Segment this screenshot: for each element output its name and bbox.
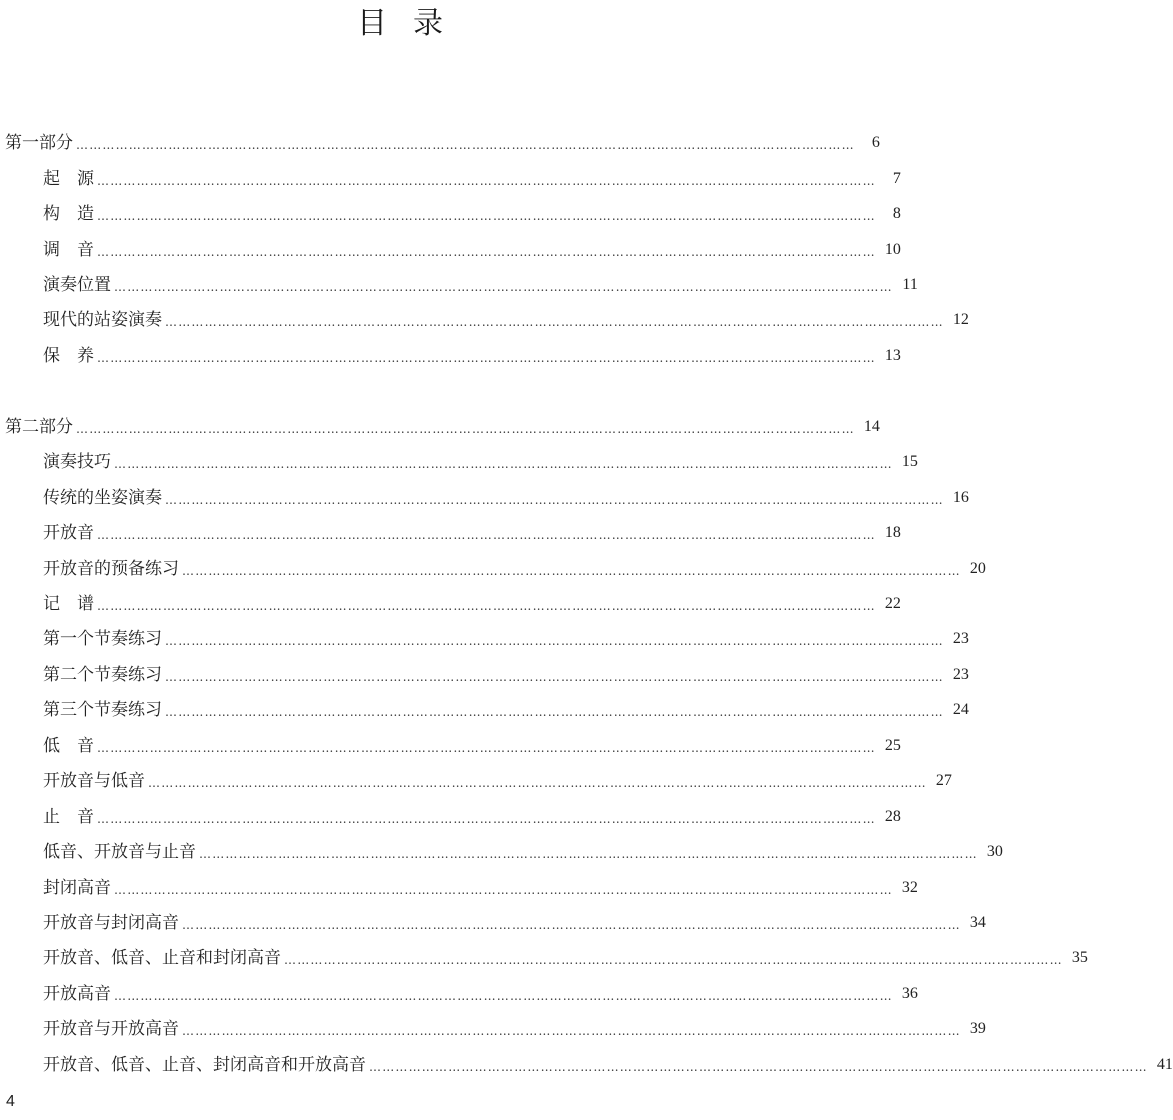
toc-entry[interactable] <box>43 237 901 261</box>
toc-entry-label: 开放音 <box>43 523 94 543</box>
toc-page-number: 36 <box>901 985 918 1002</box>
toc-page-number: 41 <box>1156 1056 1173 1073</box>
toc-dot-leader: …………………………………………………………………………………………………………………………………………………………… <box>182 564 961 578</box>
toc-dot-leader: …………………………………………………………………………………………………………………………………………………………… <box>165 315 944 329</box>
toc-entry[interactable] <box>43 768 952 792</box>
toc-entry-label: 开放音、低音、止音和封闭高音 <box>43 948 281 968</box>
toc-entry[interactable] <box>43 201 901 225</box>
toc-entry-label: 调 音 <box>43 240 94 260</box>
toc-entry-label: 演奏位置 <box>43 275 111 295</box>
toc-entry[interactable] <box>43 1052 1173 1076</box>
toc-page-number: 24 <box>952 701 969 718</box>
toc-entry-label: 第二部分 <box>5 417 73 437</box>
toc-page-number: 7 <box>892 170 901 187</box>
toc-dot-leader: …………………………………………………………………………………………………………………………………………………………… <box>114 883 893 897</box>
toc-entry[interactable] <box>43 697 969 721</box>
toc-dot-leader: …………………………………………………………………………………………………………………………………………………………… <box>165 493 944 507</box>
toc-page-number: 25 <box>884 737 901 754</box>
toc-entry[interactable] <box>43 875 918 899</box>
toc-page-number: 23 <box>952 666 969 683</box>
toc-entry-label: 第一个节奏练习 <box>43 629 162 649</box>
toc-entry[interactable] <box>43 520 901 544</box>
toc-page-number: 20 <box>969 560 986 577</box>
toc-dot-leader: …………………………………………………………………………………………………………………………………………………………… <box>165 634 944 648</box>
toc-dot-leader: …………………………………………………………………………………………………………………………………………………………… <box>182 1024 961 1038</box>
toc-entry-label: 起 源 <box>43 169 94 189</box>
toc-entry[interactable] <box>43 449 918 473</box>
toc-page-number: 30 <box>986 843 1003 860</box>
toc-entry[interactable] <box>43 626 969 650</box>
toc-dot-leader: …………………………………………………………………………………………………………………………………………………………… <box>76 138 855 152</box>
toc-page-number: 23 <box>952 630 969 647</box>
toc-page-number: 12 <box>952 311 969 328</box>
toc-entry[interactable] <box>43 307 969 331</box>
toc-entry-label: 第一部分 <box>5 133 73 153</box>
toc-entry-label: 低 音 <box>43 736 94 756</box>
toc-dot-leader: …………………………………………………………………………………………………………………………………………………………… <box>165 705 944 719</box>
toc-entry-label: 止 音 <box>43 807 94 827</box>
toc-entry[interactable] <box>43 1016 986 1040</box>
toc-page-number: 6 <box>871 134 880 151</box>
toc-dot-leader: …………………………………………………………………………………………………………………………………………………………… <box>284 953 1063 967</box>
toc-page-number: 22 <box>884 595 901 612</box>
toc-page-number: 11 <box>902 276 918 293</box>
toc-page-number: 18 <box>884 524 901 541</box>
toc-entry[interactable] <box>43 556 986 580</box>
toc-entry[interactable] <box>43 910 986 934</box>
toc-dot-leader: …………………………………………………………………………………………………………………………………………………………… <box>369 1060 1148 1074</box>
toc-entry-label: 开放音的预备练习 <box>43 559 179 579</box>
toc-dot-leader: …………………………………………………………………………………………………………………………………………………………… <box>114 280 893 294</box>
toc-dot-leader: …………………………………………………………………………………………………………………………………………………………… <box>114 989 893 1003</box>
toc-entry-label: 开放音、低音、止音、封闭高音和开放高音 <box>43 1055 366 1075</box>
toc-part-2-heading[interactable] <box>5 414 880 438</box>
toc-entry-label: 开放音与开放高音 <box>43 1019 179 1039</box>
toc-dot-leader: …………………………………………………………………………………………………………………………………………………………… <box>182 918 961 932</box>
toc-dot-leader: …………………………………………………………………………………………………………………………………………………………… <box>97 174 876 188</box>
toc-page-number: 27 <box>935 772 952 789</box>
toc-dot-leader: …………………………………………………………………………………………………………………………………………………………… <box>97 245 876 259</box>
toc-page-number: 39 <box>969 1020 986 1037</box>
toc-entry-label: 记 谱 <box>43 594 94 614</box>
toc-dot-leader: …………………………………………………………………………………………………………………………………………………………… <box>165 670 944 684</box>
toc-page-number: 10 <box>884 241 901 258</box>
toc-dot-leader: …………………………………………………………………………………………………………………………………………………………… <box>97 599 876 613</box>
toc-entry[interactable] <box>43 272 918 296</box>
footer-page-number: 4 <box>6 1093 15 1110</box>
toc-entry[interactable] <box>43 662 969 686</box>
toc-entry-label: 传统的坐姿演奏 <box>43 488 162 508</box>
toc-entry-label: 封闭高音 <box>43 878 111 898</box>
toc-page-number: 32 <box>901 879 918 896</box>
toc-entry[interactable] <box>43 733 901 757</box>
toc-entry-label: 现代的站姿演奏 <box>43 310 162 330</box>
toc-entry[interactable] <box>43 166 901 190</box>
toc-entry[interactable] <box>43 804 901 828</box>
toc-entry-label: 开放音与封闭高音 <box>43 913 179 933</box>
toc-page-number: 34 <box>969 914 986 931</box>
toc-entry-label: 第二个节奏练习 <box>43 665 162 685</box>
toc-dot-leader: …………………………………………………………………………………………………………………………………………………………… <box>97 741 876 755</box>
toc-entry[interactable] <box>43 945 1088 969</box>
toc-entry-label: 开放高音 <box>43 984 111 1004</box>
toc-entry-label: 第三个节奏练习 <box>43 700 162 720</box>
toc-entry-label: 保 养 <box>43 346 94 366</box>
toc-entry-label: 演奏技巧 <box>43 452 111 472</box>
toc-entry-label: 开放音与低音 <box>43 771 145 791</box>
toc-page-number: 35 <box>1071 949 1088 966</box>
toc-dot-leader: …………………………………………………………………………………………………………………………………………………………… <box>199 847 978 861</box>
toc-page-number: 15 <box>901 453 918 470</box>
toc-dot-leader: …………………………………………………………………………………………………………………………………………………………… <box>97 812 876 826</box>
page-title: 目录 <box>357 6 469 41</box>
toc-part-1-heading[interactable] <box>5 130 880 154</box>
toc-entry[interactable] <box>43 343 901 367</box>
toc-dot-leader: …………………………………………………………………………………………………………………………………………………………… <box>114 457 893 471</box>
toc-dot-leader: …………………………………………………………………………………………………………………………………………………………… <box>97 351 876 365</box>
toc-page-number: 14 <box>863 418 880 435</box>
toc-dot-leader: …………………………………………………………………………………………………………………………………………………………… <box>97 528 876 542</box>
toc-page-number: 28 <box>884 808 901 825</box>
toc-entry-label: 低音、开放音与止音 <box>43 842 196 862</box>
toc-page-number: 8 <box>892 205 901 222</box>
toc-page-number: 16 <box>952 489 969 506</box>
toc-entry-label: 构 造 <box>43 204 94 224</box>
toc-page-number: 13 <box>884 347 901 364</box>
toc-entry[interactable] <box>43 981 918 1005</box>
toc-dot-leader: …………………………………………………………………………………………………………………………………………………………… <box>97 209 876 223</box>
toc-entry[interactable] <box>43 591 901 615</box>
toc-dot-leader: …………………………………………………………………………………………………………………………………………………………… <box>148 776 927 790</box>
toc-entry[interactable] <box>43 485 969 509</box>
toc-entry[interactable] <box>43 839 1003 863</box>
toc-dot-leader: …………………………………………………………………………………………………………………………………………………………… <box>76 422 855 436</box>
